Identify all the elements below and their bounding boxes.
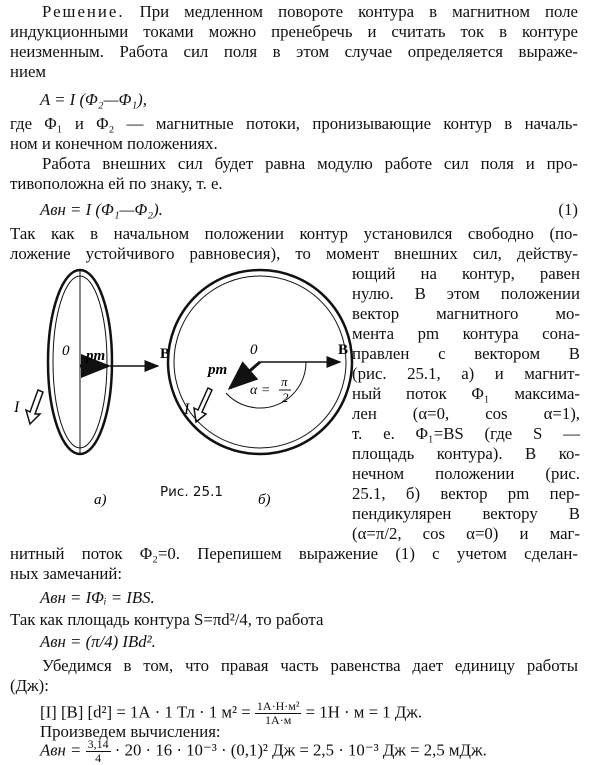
alpha-den: 2 [282, 390, 289, 405]
solution-line-2: индукционными токами можно пренебречь и считать ток в контуре [10, 22, 578, 41]
b-label: B [160, 346, 171, 362]
text-line: Убедимся в том, что правая часть равенства дает единицу работы [42, 656, 578, 675]
equation-work-field: A = I (Φ₂—Φ₁), [40, 90, 147, 109]
units-fraction: $\frac{\text{1А·Н·м²}}{1А\cdot м}$ [256, 699, 300, 727]
text-line: ном и конечном положениях. [10, 134, 218, 153]
equation-result: Aвн = $\frac{3,14}{4}$ · 20 · 16 · 10⁻³ · (0,1)² Дж = 2,5 · 10⁻³ Дж = 2,5 мДж. [40, 737, 487, 765]
text-line: нулю. В этом положении [352, 284, 580, 303]
text-line: мента pm контура сона- [352, 324, 580, 343]
alpha-num: π [281, 374, 288, 389]
figure-caption: Рис. 25.1 [160, 484, 223, 500]
text-line: (α=π/2, cos α=0) и маг- [352, 524, 580, 543]
text-line: нечном положении (рис. [352, 464, 580, 483]
text-line: ющий на контур, равен [352, 264, 580, 283]
figure-part-a [13, 270, 170, 508]
pm-label: pm [86, 348, 106, 364]
text-line: (рис. 25.1, а) и магнит- [352, 364, 580, 383]
text-line: ных замечаний: [10, 564, 123, 583]
text-line: т. е. Φ₁=BS (где S — [352, 424, 580, 443]
text-line: Произведем вычисления: [40, 722, 221, 741]
solution-line-1: Решение. При медленном повороте контура в магнитном поле [42, 2, 578, 21]
solution-line-4: нием [10, 62, 47, 81]
text-line: Так как площадь контура S=πd²/4, то работа [10, 610, 324, 629]
origin-label: 0 [250, 342, 258, 358]
text-line: Так как в начальном положении контур установился свободно (по- [10, 224, 578, 243]
result-fraction: $\frac{3,14}{4}$ [87, 737, 109, 765]
text-line: тивоположна ей по знаку, т. е. [10, 174, 223, 193]
alpha-label: α = [250, 383, 271, 398]
current-arrow [26, 390, 43, 424]
b-label: B [338, 342, 349, 358]
text-line: правлен с вектором B [352, 344, 580, 363]
text-line: площадь контура). В ко- [352, 444, 580, 463]
current-label: I [184, 401, 190, 418]
text-line: лен (α=0, cos α=1), [352, 404, 580, 423]
text-line: нитный поток Φ₂=0. Перепишем выражение (1) с учетом сделан- [10, 544, 578, 563]
text-line: ный поток Φ₁ максима- [352, 384, 580, 403]
figure-25-1 [0, 262, 349, 512]
text-line: где Φ₁ и Φ₂ — магнитные потоки, пронизывающие контур в началь- [10, 114, 578, 133]
solution-lead: Решение. [42, 2, 125, 21]
figure-part-b [168, 270, 352, 508]
text-line: пендикулярен вектору B [352, 504, 580, 523]
part-a-label: а) [94, 492, 107, 508]
text-line: Работа внешних сил будет равна модулю работе сил поля и про- [42, 154, 578, 173]
text-line: ложение устойчивого равновесия), то момент внешних сил, действу- [10, 244, 578, 263]
part-b-label: б) [258, 492, 271, 508]
equation-work-external: Aвн = I (Φ₁—Φ₂). [40, 200, 163, 219]
current-label: I [14, 399, 20, 416]
equation-work-d: Aвн = (π/4) IBd². [40, 632, 156, 651]
equation-number: (1) [558, 200, 578, 219]
text-line: вектор магнитного мо- [352, 304, 580, 323]
current-arrow [194, 388, 212, 422]
solution-line-3: неизменным. Работа сил поля в этом случае определяется выраже- [10, 42, 578, 61]
text-line: (Дж): [10, 676, 49, 695]
text-line: 25.1, б) вектор pm пер- [352, 484, 580, 503]
equation-units: [I] [B] [d²] = 1А · 1 Тл · 1 м² = $\frac{\text{1А·Н·м²}}{1А\cdot м}$ = 1Н · м = 1 Дж. [40, 699, 423, 727]
equation-work-bs: Aвн = IΦᵢ = IBS. [40, 588, 155, 607]
origin-label: 0 [62, 343, 70, 359]
pm-label: pm [208, 362, 228, 378]
